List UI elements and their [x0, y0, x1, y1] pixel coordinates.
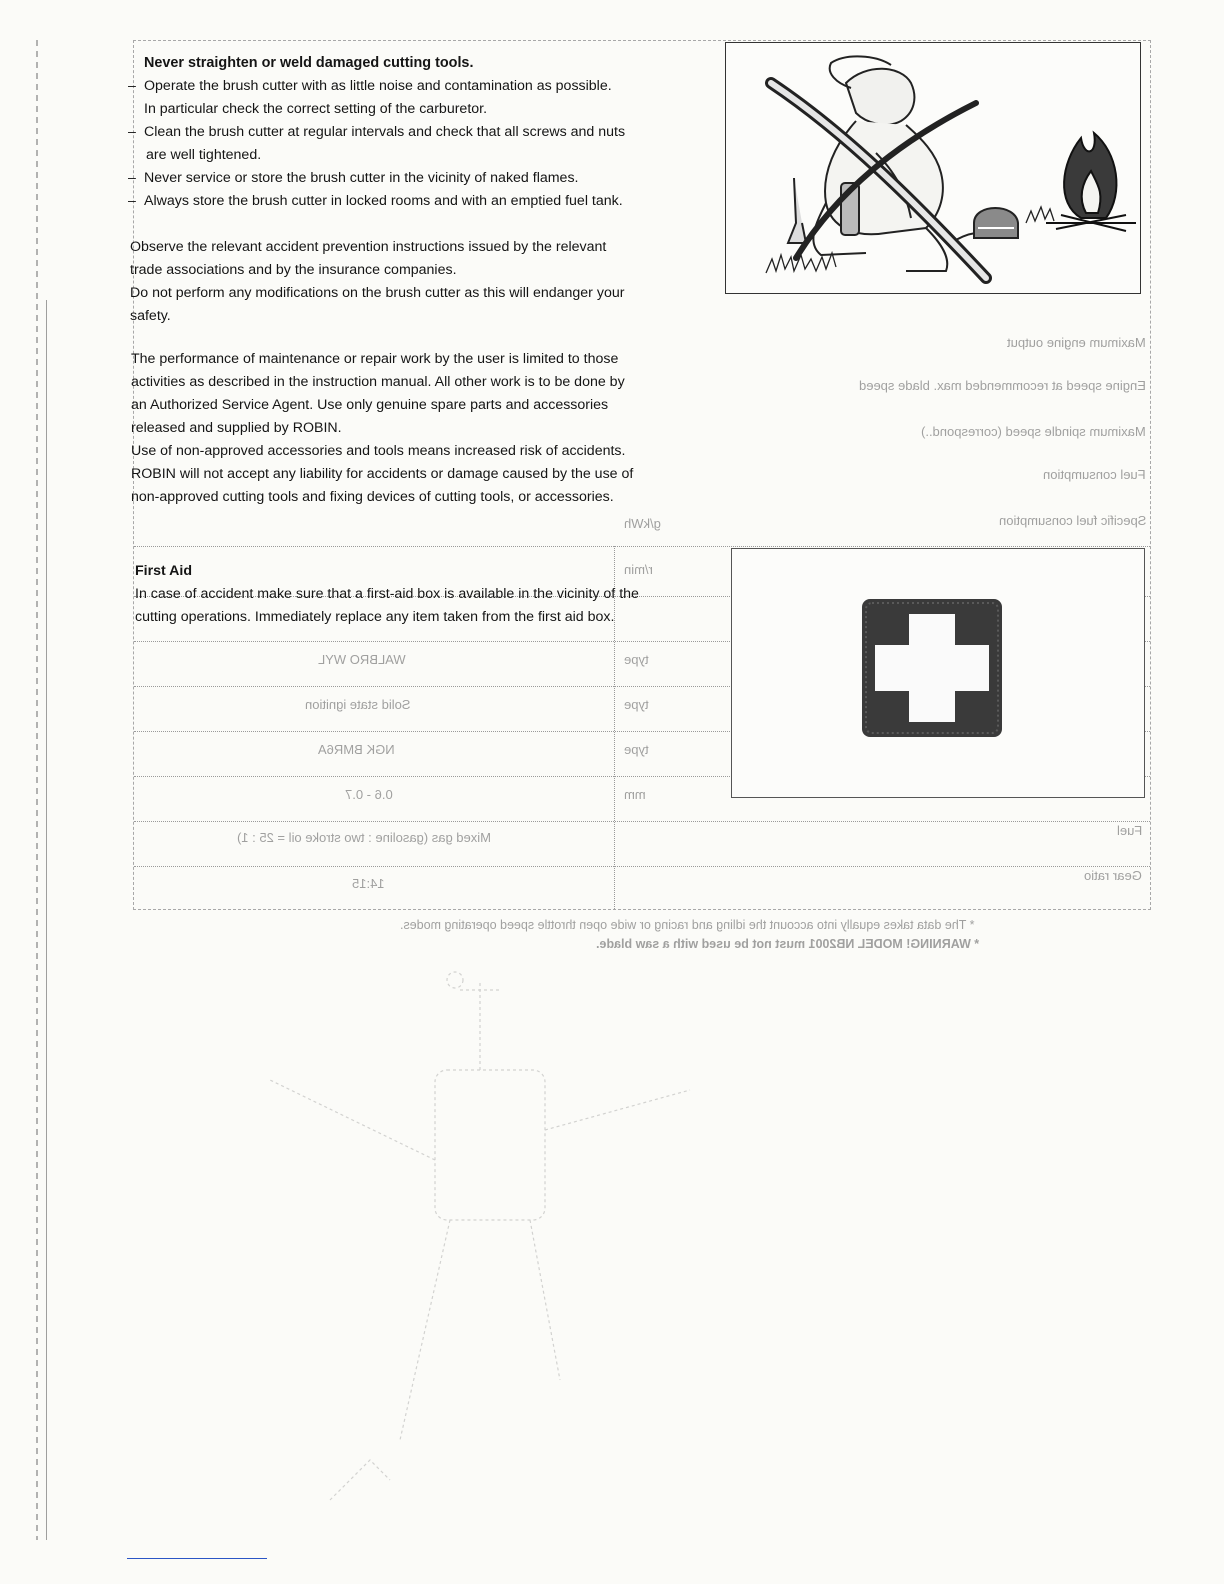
bleed-sketch — [230, 960, 730, 1520]
paragraph-line: Observe the relevant accident prevention instructions issued by the relevant — [130, 239, 607, 255]
paragraph-line: Do not perform any modifications on the brush cutter as this will endanger your — [130, 285, 625, 301]
bleed-value: Mixed gas (gasoline : two stroke oil = 25 : 1) — [237, 830, 491, 845]
safety-item-line: are well tightened. — [146, 147, 262, 163]
bleed-label: Fuel — [1116, 823, 1142, 838]
bleed-value: 14:15 — [352, 876, 385, 891]
bleed-label: Specific fuel consumption — [998, 513, 1146, 528]
safety-item-line: – Clean the brush cutter at regular intervals and check that all screws and nuts — [144, 124, 626, 140]
safety-item-line: – Operate the brush cutter with as little noise and contamination as possible. — [144, 78, 612, 94]
bleed-label: Engine speed at recommended max. blade speed — [859, 378, 1146, 393]
first-aid-cross-icon — [732, 549, 1144, 797]
safety-item-line: In particular check the correct setting of the carburetor. — [144, 101, 488, 117]
bleed-unit: r/min — [624, 562, 653, 577]
paragraph-line: an Authorized Service Agent. Use only genuine spare parts and accessories — [131, 397, 609, 413]
safety-item — [128, 121, 625, 167]
paragraph-line: non-approved cutting tools and fixing devices of cutting tools, or accessories. — [131, 489, 614, 505]
bleed-label: Gear ratio — [1084, 868, 1142, 883]
bleed-value: 0.6 - 0.7 — [345, 787, 393, 802]
no-fire-warning-illustration — [726, 43, 1140, 293]
bleed-value: Solid state ignition — [305, 697, 411, 712]
bleed-label: Fuel consumption — [1043, 467, 1146, 482]
paragraph-line: Use of non-approved accessories and tools means increased risk of accidents. — [131, 443, 626, 459]
bleed-label: Maximum spindle speed (correspond..) — [921, 424, 1146, 439]
scan-edge-left — [36, 40, 38, 1540]
bleed-unit: type — [624, 652, 649, 667]
safety-heading: Never straighten or weld damaged cutting tools. — [144, 55, 474, 71]
maintenance-section — [131, 348, 633, 509]
first-aid-heading: First Aid — [135, 563, 193, 579]
paragraph-line: The performance of maintenance or repair work by the user is limited to those — [131, 351, 619, 367]
no-fire-illustration-frame — [725, 42, 1141, 294]
bleed-note: * WARNING! MODEL NB2001 must not be used with a saw blade. — [596, 937, 980, 951]
paragraph-line: trade associations and by the insurance companies. — [130, 262, 457, 278]
bleed-unit: type — [624, 697, 649, 712]
bleed-unit: mm — [624, 787, 646, 802]
bleed-unit: g/kWh — [624, 516, 661, 531]
paragraph-line: In case of accident make sure that a first-aid box is available in the vicinity of the — [135, 586, 639, 602]
bleed-value: NGK BMR6A — [318, 742, 395, 757]
bleed-note: * The data takes equally into account the idling and racing or wide open throttle speed operating modes. — [400, 918, 975, 932]
first-aid-section — [135, 560, 639, 629]
bleed-label: Maximum engine output — [1007, 335, 1146, 350]
scan-edge-line — [46, 300, 47, 1540]
safety-item — [128, 167, 625, 190]
safety-item-line: – Never service or store the brush cutter in the vicinity of naked flames. — [144, 170, 579, 186]
safety-section — [128, 52, 625, 213]
paragraph-line: ROBIN will not accept any liability for accidents or damage caused by the use of — [131, 466, 634, 482]
bleed-value: WALBRO WYL — [318, 652, 406, 667]
paragraph-line: safety. — [130, 308, 171, 324]
bleed-unit: type — [624, 742, 649, 757]
paragraph-line: activities as described in the instruction manual. All other work is to be done by — [131, 374, 625, 390]
paragraph-line: cutting operations. Immediately replace any item taken from the first aid box. — [135, 609, 615, 625]
accident-prevention-section — [130, 236, 624, 328]
first-aid-illustration-frame — [731, 548, 1145, 798]
safety-item — [128, 190, 625, 213]
safety-item — [128, 75, 625, 121]
paragraph-line: released and supplied by ROBIN. — [131, 420, 342, 436]
footer-rule — [127, 1558, 267, 1559]
safety-item-line: – Always store the brush cutter in locked rooms and with an emptied fuel tank. — [144, 193, 623, 209]
